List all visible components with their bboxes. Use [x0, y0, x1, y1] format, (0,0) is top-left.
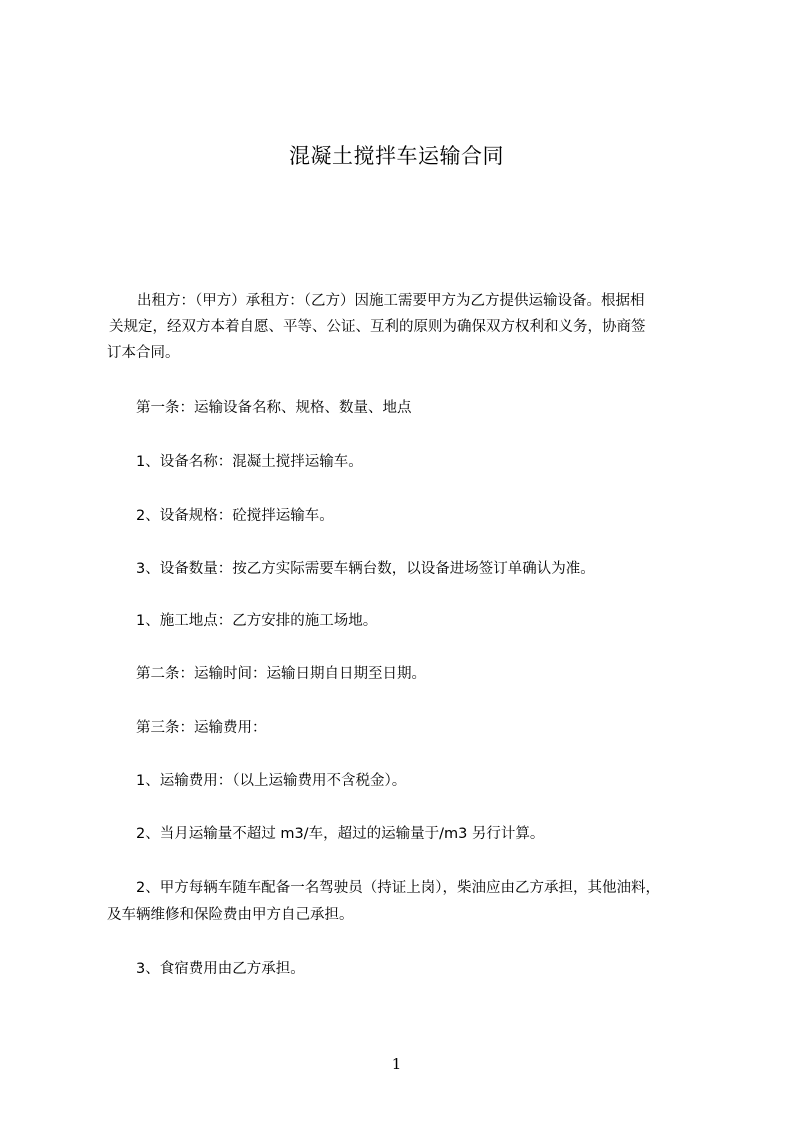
page-number: 1 — [391, 1055, 402, 1073]
article-1-heading: 第一条：运输设备名称、规格、数量、地点 — [136, 400, 412, 416]
article-3-item-3-line-1: 2、甲方每辆车随车配备一名驾驶员（持证上岗），柴油应由乙方承担，其他油料， — [136, 880, 660, 896]
document-title: 混凝土搅拌车运输合同 — [289, 144, 504, 168]
article-2-heading: 第二条：运输时间：运输日期自日期至日期。 — [136, 666, 426, 682]
article-1-item-3: 3、设备数量：按乙方实际需要车辆台数，以设备进场签订单确认为准。 — [136, 561, 595, 577]
intro-line-3: 订本合同。 — [107, 345, 180, 361]
intro-line-1: 出租方：（甲方）承租方：（乙方）因施工需要甲方为乙方提供运输设备。根据相 — [137, 293, 645, 309]
article-3-heading: 第三条：运输费用： — [136, 720, 267, 736]
article-1-item-1: 1、设备名称：混凝土搅拌运输车。 — [136, 454, 363, 470]
article-1-item-2: 2、设备规格：砼搅拌运输车。 — [136, 508, 334, 524]
article-3-item-2: 2、当月运输量不超过 m3/车，超过的运输量于/m3 另行计算。 — [136, 826, 545, 842]
article-1-item-4: 1、施工地点：乙方安排的施工场地。 — [136, 613, 378, 629]
article-3-item-3-line-2: 及车辆维修和保险费由甲方自己承担。 — [107, 907, 354, 923]
article-3-item-4: 3、食宿费用由乙方承担。 — [136, 961, 305, 977]
intro-line-2: 关规定，经双方本着自愿、平等、公证、互利的原则为确保双方权利和义务，协商签 — [109, 319, 646, 335]
article-3-item-1: 1、运输费用：（以上运输费用不含税金）。 — [136, 773, 407, 789]
